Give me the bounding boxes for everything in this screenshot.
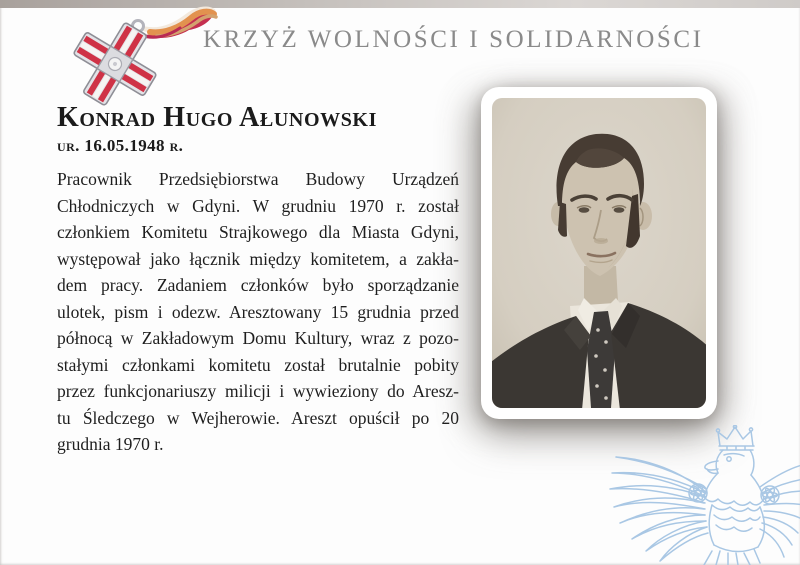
recipient-name: Konrad Hugo Ałunowski (57, 102, 377, 133)
bio-line: przez funkcjonariuszy milicji i wywieziony do Aresz- (57, 381, 459, 401)
bio-line: dem pracy. Zadaniem członków było sporządzanie (57, 275, 459, 295)
bio-line: występował jako łącznik między komitetem, a zakła- (57, 248, 459, 269)
bio-line: Chłodniczych w Gdyni. W grudniu 1970 r. został (57, 195, 459, 216)
bio-line: grudnia 1970 r. (57, 434, 164, 454)
portrait-photo (481, 87, 717, 419)
bio-line: członkiem Komitetu Strajkowego dla Miasta Gdyni, (57, 222, 459, 242)
bio-line: Pracownik Przedsiębiorstwa Budowy Urządzeń (57, 169, 459, 189)
recipient-birth-date: ur. 16.05.1948 r. (57, 136, 184, 155)
bio-line: ulotek, pism i odezw. Aresztowany 15 grudnia przed (57, 301, 459, 322)
bio-line: stałymi członkami komitetu został brutalnie pobity (57, 354, 459, 375)
biography-text (57, 166, 459, 458)
bio-line: tu Śledczego w Wejherowie. Areszt opuścił po 20 (57, 407, 459, 428)
portrait-photo-image (492, 98, 706, 408)
page-title: KRZYŻ WOLNOŚCI I SOLIDARNOŚCI (203, 26, 704, 53)
eagle-watermark-icon (608, 425, 800, 565)
bio-line: północą w Zakładowym Domu Kultury, wraz z pozo- (57, 328, 459, 348)
